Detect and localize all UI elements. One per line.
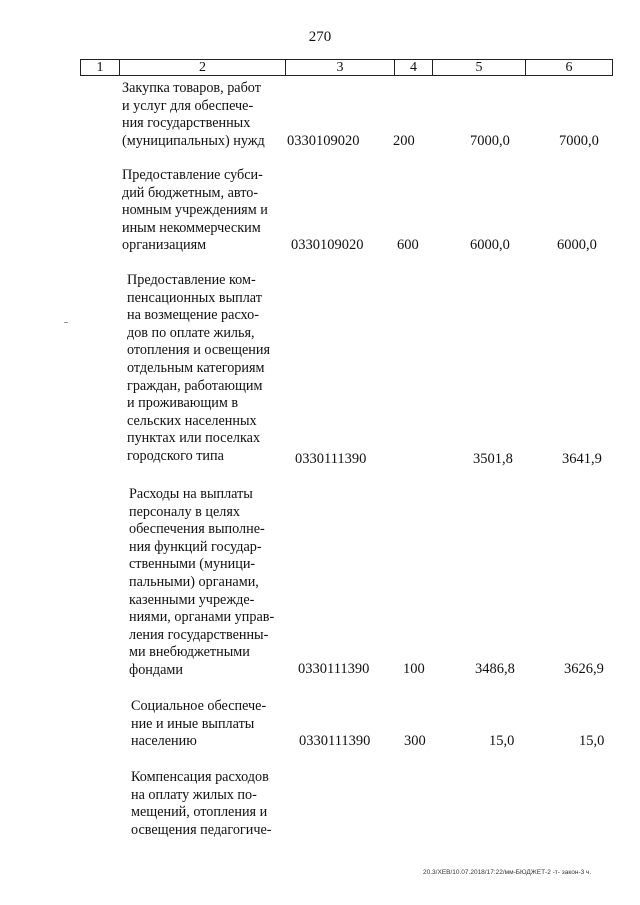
row-code: 0330111390 <box>298 661 370 677</box>
row-description: Компенсация расходов на оплату жилых по- мещений, отопления и освещения педагогиче- <box>131 769 272 838</box>
row-description: Предоставление субси- дий бюджетным, авто- номным учреждениям и иным некоммерческим организациям <box>122 167 268 254</box>
row-value-5: 15,0 <box>489 733 515 749</box>
row-type: 200 <box>393 133 415 149</box>
header-col-5: 5 <box>433 60 526 75</box>
row-code: 0330109020 <box>287 133 360 149</box>
row-value-5: 6000,0 <box>470 237 510 253</box>
row-value-5: 3486,8 <box>475 661 515 677</box>
row-value-6: 3641,9 <box>562 451 602 467</box>
row-value-5: 7000,0 <box>470 133 510 149</box>
page-number: 270 <box>308 29 332 45</box>
row-value-6: 3626,9 <box>564 661 604 677</box>
row-value-6: 6000,0 <box>557 237 597 253</box>
header-col-4: 4 <box>395 60 433 75</box>
row-description: Закупка товаров, работ и услуг для обеспече- ния государственных (муниципальных) нужд <box>122 80 265 149</box>
header-col-1: 1 <box>81 60 120 75</box>
row-value-5: 3501,8 <box>473 451 513 467</box>
row-value-6: 15,0 <box>579 733 605 749</box>
row-type: 300 <box>404 733 426 749</box>
header-col-6: 6 <box>565 60 573 75</box>
row-code: 0330109020 <box>291 237 364 253</box>
row-type: 600 <box>397 237 419 253</box>
row-description: Социальное обеспече- ние и иные выплаты населению <box>131 698 267 750</box>
table-header <box>80 59 613 76</box>
row-description: Расходы на выплаты персоналу в целях обеспечения выполне- ния функций государ- ственными (муници- пальными) органами, казенными учрежде- ниями, органами управ- ления государственны- ми внебюджетными фондами <box>129 486 275 678</box>
header-col-3: 3 <box>286 60 395 75</box>
document-footer: 20.3/ХЕВ/10.07.2018/17:22/мм-БЮДЖЕТ-2 -т- закон-3 ч. <box>423 869 592 876</box>
header-col-2: 2 <box>120 60 286 75</box>
row-description: Предоставление ком- пенсационных выплат на возмещение расхо- дов по оплате жилья, отопления и освещения отдельным категориям граждан, работающим и проживающим в сельских населенных пунктах или поселках городского типа <box>127 272 270 464</box>
scan-speck <box>64 322 68 323</box>
row-code: 0330111390 <box>295 451 367 467</box>
row-value-6: 7000,0 <box>559 133 599 149</box>
row-code: 0330111390 <box>299 733 371 749</box>
row-type: 100 <box>403 661 425 677</box>
